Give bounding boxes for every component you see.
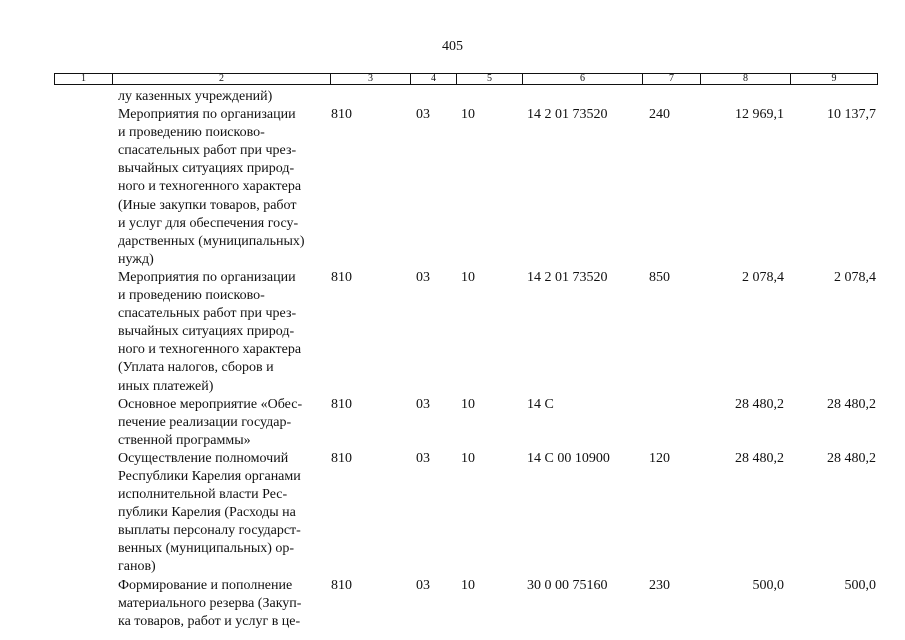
header-col-4: 4 bbox=[410, 74, 456, 84]
row-target-article: 14 2 01 73520 bbox=[527, 107, 608, 123]
row-description: Мероприятия по организации и проведению поисково- спасательных работ при чрез- вычайных ситуациях природ- ного и техногенного характера (Уплата налогов, сборов и иных платежей) bbox=[118, 269, 302, 394]
row-amount-1: 2 078,4 bbox=[742, 269, 784, 285]
row-amount-2: 500,0 bbox=[844, 577, 876, 593]
header-col-3: 3 bbox=[330, 74, 410, 84]
table-row bbox=[0, 269, 905, 396]
row-section-code: 03 bbox=[416, 450, 430, 466]
row-description: Осуществление полномочий Республики Карелия органами исполнительной власти Рес- публики Карелия (Расходы на выплаты персоналу государст- венных (муниципальных) ор- ганов) bbox=[118, 450, 301, 575]
row-section-code: 03 bbox=[416, 577, 430, 593]
row-target-article: 14 2 01 73520 bbox=[527, 269, 608, 285]
table-row bbox=[0, 450, 905, 577]
row-description: Основное мероприятие «Обес- печение реализации государ- ственной программы» bbox=[118, 396, 303, 448]
row-target-article: 30 0 00 75160 bbox=[527, 577, 608, 593]
table-row bbox=[0, 88, 905, 106]
row-amount-1: 28 480,2 bbox=[735, 396, 784, 412]
header-col-5: 5 bbox=[456, 74, 522, 84]
header-col-9: 9 bbox=[790, 74, 877, 84]
row-section-code: 03 bbox=[416, 396, 430, 412]
row-expense-type: 240 bbox=[649, 107, 670, 123]
table-row bbox=[0, 577, 905, 631]
row-ministry-code: 810 bbox=[331, 269, 352, 285]
row-expense-type: 850 bbox=[649, 269, 670, 285]
row-amount-1: 12 969,1 bbox=[735, 107, 784, 123]
row-amount-2: 10 137,7 bbox=[827, 107, 876, 123]
row-section-code: 03 bbox=[416, 269, 430, 285]
row-subsection-code: 10 bbox=[461, 396, 475, 412]
row-amount-2: 2 078,4 bbox=[834, 269, 876, 285]
header-col-1: 1 bbox=[81, 73, 86, 84]
row-description: Мероприятия по организации и проведению поисково- спасательных работ при чрез- вычайных ситуациях природ- ного и техногенного характера (Иные закупки товаров, работ и услуг для обеспечения госу- дарственных (муниципальных) нужд) bbox=[118, 107, 305, 267]
table-body bbox=[0, 88, 905, 631]
row-amount-2: 28 480,2 bbox=[827, 396, 876, 412]
row-section-code: 03 bbox=[416, 107, 430, 123]
row-target-article: 14 С 00 10900 bbox=[527, 450, 610, 466]
table-row bbox=[0, 396, 905, 450]
table-header-row bbox=[54, 73, 878, 85]
row-amount-1: 500,0 bbox=[752, 577, 784, 593]
row-subsection-code: 10 bbox=[461, 107, 475, 123]
row-subsection-code: 10 bbox=[461, 269, 475, 285]
row-ministry-code: 810 bbox=[331, 107, 352, 123]
header-col-8: 8 bbox=[700, 74, 790, 84]
row-expense-type: 230 bbox=[649, 577, 670, 593]
row-subsection-code: 10 bbox=[461, 577, 475, 593]
row-subsection-code: 10 bbox=[461, 450, 475, 466]
row-amount-1: 28 480,2 bbox=[735, 450, 784, 466]
page-number: 405 bbox=[442, 39, 463, 54]
row-description: лу казенных учреждений) bbox=[118, 89, 273, 104]
header-col-7: 7 bbox=[642, 74, 700, 84]
row-amount-2: 28 480,2 bbox=[827, 450, 876, 466]
row-expense-type: 120 bbox=[649, 450, 670, 466]
table-row bbox=[0, 106, 905, 269]
row-ministry-code: 810 bbox=[331, 396, 352, 412]
row-description: Формирование и пополнение материального резерва (Закуп- ка товаров, работ и услуг в це- bbox=[118, 577, 302, 629]
row-ministry-code: 810 bbox=[331, 450, 352, 466]
row-target-article: 14 С bbox=[527, 396, 554, 412]
header-col-6: 6 bbox=[522, 74, 642, 84]
row-ministry-code: 810 bbox=[331, 577, 352, 593]
header-col-2: 2 bbox=[112, 74, 330, 84]
